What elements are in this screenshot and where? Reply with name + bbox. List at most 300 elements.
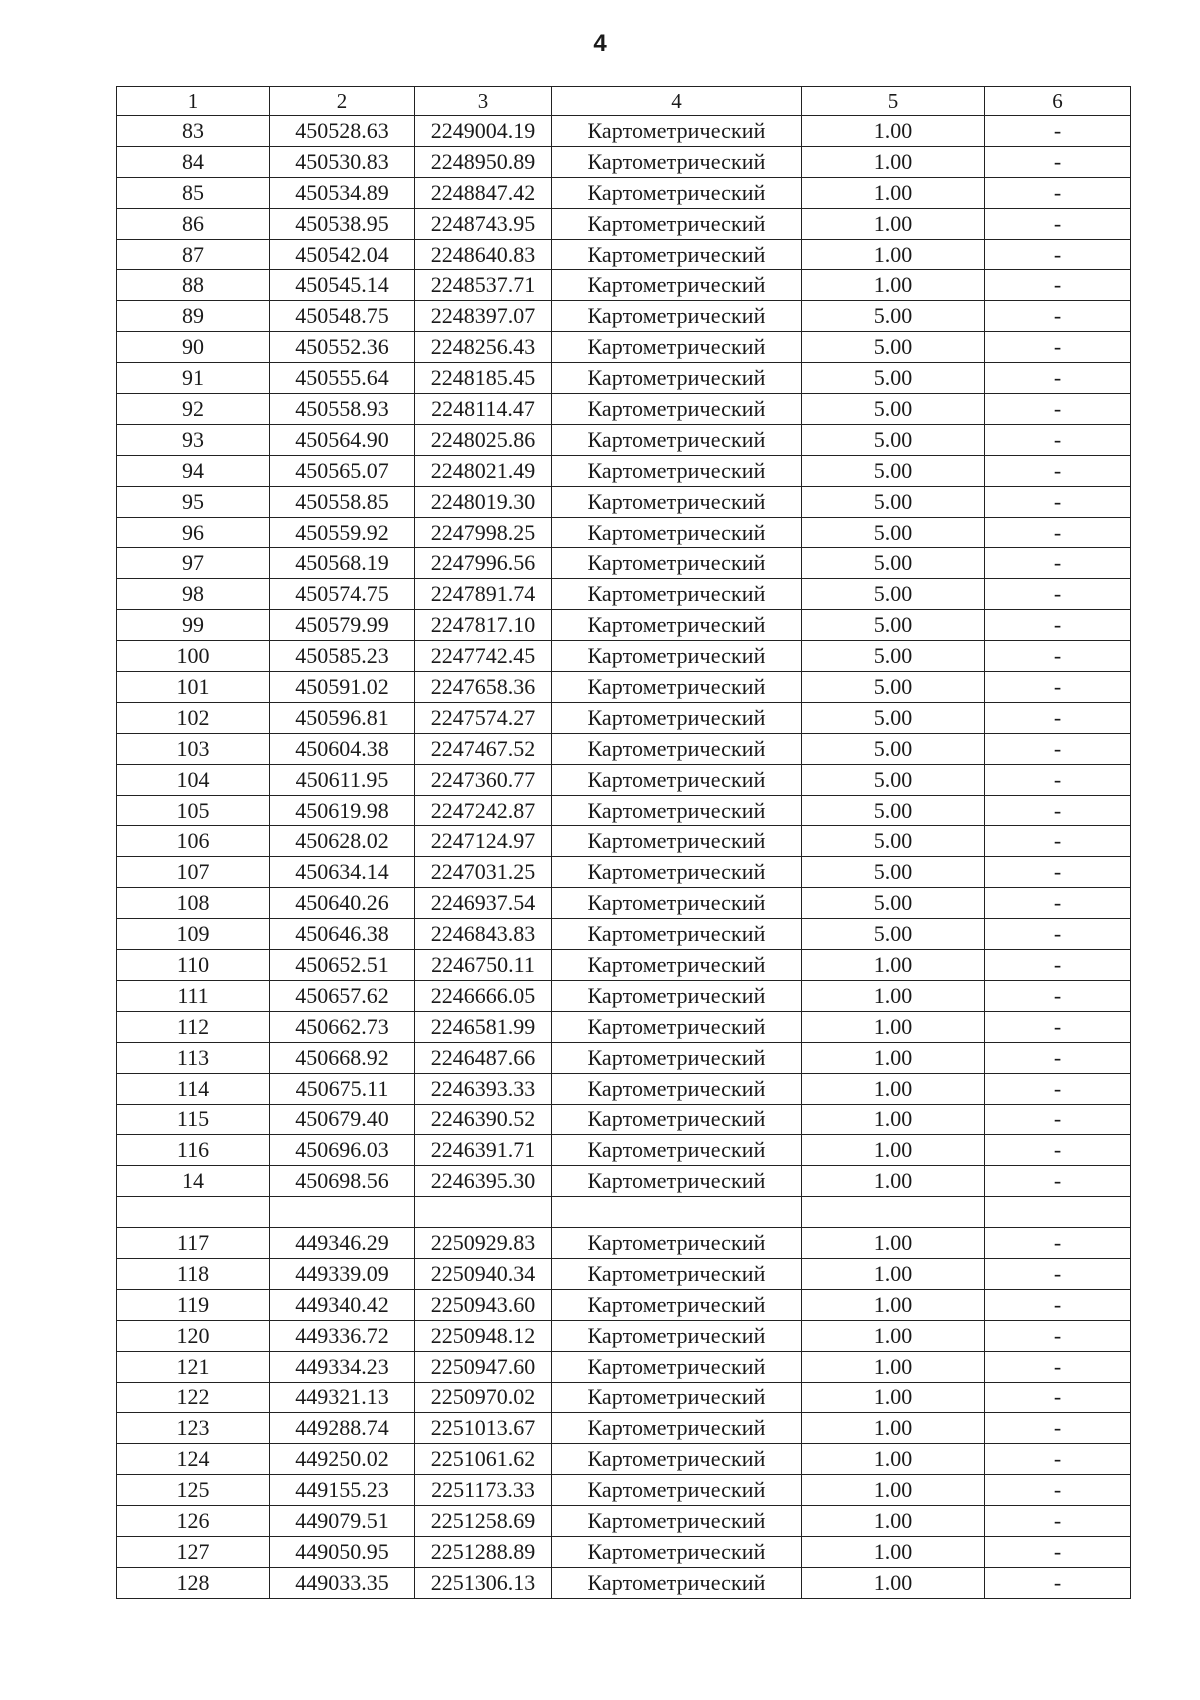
method-cell: Картометрический (552, 486, 802, 517)
y-coordinate-cell: 2246666.05 (415, 980, 552, 1011)
accuracy-cell: 1.00 (802, 1166, 985, 1197)
y-coordinate-cell: 2251258.69 (415, 1506, 552, 1537)
point-number-cell: 116 (117, 1135, 270, 1166)
y-coordinate-cell: 2251013.67 (415, 1413, 552, 1444)
description-cell: - (985, 1320, 1131, 1351)
column-header: 2 (270, 87, 415, 116)
method-cell: Картометрический (552, 455, 802, 486)
method-cell: Картометрический (552, 332, 802, 363)
table-row (117, 702, 1131, 733)
description-cell: - (985, 394, 1131, 425)
accuracy-cell: 1.00 (802, 1444, 985, 1475)
table-row (117, 332, 1131, 363)
table-row (117, 177, 1131, 208)
description-cell: - (985, 1042, 1131, 1073)
description-cell: - (985, 116, 1131, 147)
description-cell: - (985, 764, 1131, 795)
point-number-cell: 115 (117, 1104, 270, 1135)
y-coordinate-cell: 2247124.97 (415, 826, 552, 857)
point-number-cell: 125 (117, 1475, 270, 1506)
description-cell: - (985, 919, 1131, 950)
description-cell: - (985, 795, 1131, 826)
description-cell: - (985, 1475, 1131, 1506)
method-cell: Картометрический (552, 1042, 802, 1073)
x-coordinate-cell: 450634.14 (270, 857, 415, 888)
table-row (117, 733, 1131, 764)
description-cell: - (985, 1382, 1131, 1413)
accuracy-cell: 5.00 (802, 394, 985, 425)
accuracy-cell: 1.00 (802, 980, 985, 1011)
x-coordinate-cell: 449250.02 (270, 1444, 415, 1475)
x-coordinate-cell: 450542.04 (270, 239, 415, 270)
y-coordinate-cell (415, 1197, 552, 1228)
y-coordinate-cell: 2248025.86 (415, 424, 552, 455)
x-coordinate-cell: 450579.99 (270, 610, 415, 641)
description-cell: - (985, 1135, 1131, 1166)
y-coordinate-cell: 2248950.89 (415, 146, 552, 177)
accuracy-cell: 1.00 (802, 1506, 985, 1537)
table-row (117, 1289, 1131, 1320)
x-coordinate-cell: 450675.11 (270, 1073, 415, 1104)
y-coordinate-cell: 2246937.54 (415, 888, 552, 919)
x-coordinate-cell: 449340.42 (270, 1289, 415, 1320)
table-row (117, 146, 1131, 177)
x-coordinate-cell: 449336.72 (270, 1320, 415, 1351)
method-cell: Картометрический (552, 301, 802, 332)
x-coordinate-cell: 449321.13 (270, 1382, 415, 1413)
accuracy-cell: 5.00 (802, 455, 985, 486)
point-number-cell: 126 (117, 1506, 270, 1537)
table-row (117, 301, 1131, 332)
table-row (117, 486, 1131, 517)
y-coordinate-cell: 2248397.07 (415, 301, 552, 332)
x-coordinate-cell: 450657.62 (270, 980, 415, 1011)
accuracy-cell: 5.00 (802, 702, 985, 733)
method-cell: Картометрический (552, 363, 802, 394)
method-cell: Картометрический (552, 1289, 802, 1320)
y-coordinate-cell: 2247891.74 (415, 579, 552, 610)
y-coordinate-cell: 2246487.66 (415, 1042, 552, 1073)
method-cell: Картометрический (552, 394, 802, 425)
accuracy-cell: 1.00 (802, 116, 985, 147)
accuracy-cell: 1.00 (802, 1536, 985, 1567)
x-coordinate-cell: 449050.95 (270, 1536, 415, 1567)
point-number-cell: 120 (117, 1320, 270, 1351)
x-coordinate-cell: 450611.95 (270, 764, 415, 795)
x-coordinate-cell: 450640.26 (270, 888, 415, 919)
description-cell: - (985, 641, 1131, 672)
method-cell: Картометрический (552, 980, 802, 1011)
accuracy-cell: 1.00 (802, 1228, 985, 1259)
y-coordinate-cell: 2246395.30 (415, 1166, 552, 1197)
table-row (117, 672, 1131, 703)
y-coordinate-cell: 2250948.12 (415, 1320, 552, 1351)
point-number-cell: 121 (117, 1351, 270, 1382)
method-cell: Картометрический (552, 950, 802, 981)
y-coordinate-cell: 2248256.43 (415, 332, 552, 363)
method-cell: Картометрический (552, 548, 802, 579)
column-header: 6 (985, 87, 1131, 116)
x-coordinate-cell: 450574.75 (270, 579, 415, 610)
x-coordinate-cell: 449079.51 (270, 1506, 415, 1537)
y-coordinate-cell: 2247998.25 (415, 517, 552, 548)
description-cell: - (985, 424, 1131, 455)
table-row (117, 208, 1131, 239)
table-row (117, 579, 1131, 610)
method-cell: Картометрический (552, 857, 802, 888)
description-cell: - (985, 1536, 1131, 1567)
table-row (117, 1475, 1131, 1506)
point-number-cell: 128 (117, 1567, 270, 1598)
method-cell: Картометрический (552, 826, 802, 857)
y-coordinate-cell: 2246843.83 (415, 919, 552, 950)
point-number-cell: 113 (117, 1042, 270, 1073)
point-number-cell: 99 (117, 610, 270, 641)
x-coordinate-cell: 450585.23 (270, 641, 415, 672)
method-cell: Картометрический (552, 177, 802, 208)
method-cell: Картометрический (552, 733, 802, 764)
x-coordinate-cell: 450696.03 (270, 1135, 415, 1166)
x-coordinate-cell: 449155.23 (270, 1475, 415, 1506)
accuracy-cell: 1.00 (802, 1567, 985, 1598)
method-cell: Картометрический (552, 1228, 802, 1259)
column-header: 1 (117, 87, 270, 116)
description-cell: - (985, 1289, 1131, 1320)
description-cell: - (985, 486, 1131, 517)
table-row (117, 363, 1131, 394)
method-cell: Картометрический (552, 1073, 802, 1104)
y-coordinate-cell: 2248021.49 (415, 455, 552, 486)
y-coordinate-cell: 2247467.52 (415, 733, 552, 764)
description-cell: - (985, 301, 1131, 332)
x-coordinate-cell: 449288.74 (270, 1413, 415, 1444)
x-coordinate-cell: 449334.23 (270, 1351, 415, 1382)
accuracy-cell: 5.00 (802, 919, 985, 950)
table-row (117, 1258, 1131, 1289)
method-cell: Картометрический (552, 1351, 802, 1382)
y-coordinate-cell: 2247658.36 (415, 672, 552, 703)
method-cell: Картометрический (552, 1135, 802, 1166)
method-cell: Картометрический (552, 610, 802, 641)
x-coordinate-cell: 450534.89 (270, 177, 415, 208)
accuracy-cell: 1.00 (802, 1289, 985, 1320)
accuracy-cell: 1.00 (802, 1135, 985, 1166)
x-coordinate-cell (270, 1197, 415, 1228)
description-cell: - (985, 1073, 1131, 1104)
table-row (117, 1413, 1131, 1444)
method-cell: Картометрический (552, 116, 802, 147)
table-row (117, 239, 1131, 270)
method-cell: Картометрический (552, 1258, 802, 1289)
method-cell: Картометрический (552, 641, 802, 672)
point-number-cell: 98 (117, 579, 270, 610)
x-coordinate-cell: 450662.73 (270, 1011, 415, 1042)
table-row (117, 764, 1131, 795)
accuracy-cell: 5.00 (802, 764, 985, 795)
point-number-cell: 117 (117, 1228, 270, 1259)
y-coordinate-cell: 2247996.56 (415, 548, 552, 579)
y-coordinate-cell: 2248847.42 (415, 177, 552, 208)
accuracy-cell: 1.00 (802, 1320, 985, 1351)
table-row (117, 116, 1131, 147)
table-row (117, 1320, 1131, 1351)
table-row (117, 1567, 1131, 1598)
point-number-cell: 127 (117, 1536, 270, 1567)
description-cell: - (985, 980, 1131, 1011)
column-header: 3 (415, 87, 552, 116)
point-number-cell: 94 (117, 455, 270, 486)
method-cell: Картометрический (552, 1444, 802, 1475)
accuracy-cell: 5.00 (802, 795, 985, 826)
point-number-cell: 112 (117, 1011, 270, 1042)
method-cell: Картометрический (552, 1011, 802, 1042)
y-coordinate-cell: 2251061.62 (415, 1444, 552, 1475)
x-coordinate-cell: 450668.92 (270, 1042, 415, 1073)
method-cell: Картометрический (552, 270, 802, 301)
point-number-cell: 104 (117, 764, 270, 795)
x-coordinate-cell: 450552.36 (270, 332, 415, 363)
y-coordinate-cell: 2247031.25 (415, 857, 552, 888)
point-number-cell: 107 (117, 857, 270, 888)
method-cell: Картометрический (552, 424, 802, 455)
table-row (117, 950, 1131, 981)
column-header: 4 (552, 87, 802, 116)
method-cell: Картометрический (552, 1104, 802, 1135)
method-cell: Картометрический (552, 579, 802, 610)
accuracy-cell: 1.00 (802, 1475, 985, 1506)
x-coordinate-cell: 450530.83 (270, 146, 415, 177)
accuracy-cell: 5.00 (802, 672, 985, 703)
accuracy-cell: 1.00 (802, 208, 985, 239)
y-coordinate-cell: 2248537.71 (415, 270, 552, 301)
table-row (117, 1228, 1131, 1259)
description-cell: - (985, 579, 1131, 610)
x-coordinate-cell: 450646.38 (270, 919, 415, 950)
description-cell: - (985, 455, 1131, 486)
method-cell: Картометрический (552, 1567, 802, 1598)
description-cell: - (985, 733, 1131, 764)
point-number-cell: 109 (117, 919, 270, 950)
accuracy-cell: 5.00 (802, 733, 985, 764)
point-number-cell: 89 (117, 301, 270, 332)
y-coordinate-cell: 2248743.95 (415, 208, 552, 239)
point-number-cell: 101 (117, 672, 270, 703)
y-coordinate-cell: 2247574.27 (415, 702, 552, 733)
description-cell: - (985, 270, 1131, 301)
x-coordinate-cell: 450652.51 (270, 950, 415, 981)
accuracy-cell: 1.00 (802, 1104, 985, 1135)
point-number-cell: 122 (117, 1382, 270, 1413)
point-number-cell: 14 (117, 1166, 270, 1197)
x-coordinate-cell: 450545.14 (270, 270, 415, 301)
point-number-cell: 92 (117, 394, 270, 425)
x-coordinate-cell: 450558.93 (270, 394, 415, 425)
x-coordinate-cell: 450604.38 (270, 733, 415, 764)
description-cell: - (985, 177, 1131, 208)
table-row (117, 610, 1131, 641)
table-row (117, 919, 1131, 950)
x-coordinate-cell: 450559.92 (270, 517, 415, 548)
table-body (117, 87, 1131, 1599)
accuracy-cell: 1.00 (802, 177, 985, 208)
x-coordinate-cell: 450558.85 (270, 486, 415, 517)
description-cell: - (985, 548, 1131, 579)
table-row (117, 424, 1131, 455)
method-cell: Картометрический (552, 1536, 802, 1567)
accuracy-cell: 1.00 (802, 1042, 985, 1073)
y-coordinate-cell: 2247242.87 (415, 795, 552, 826)
point-number-cell: 103 (117, 733, 270, 764)
x-coordinate-cell: 450568.19 (270, 548, 415, 579)
method-cell: Картометрический (552, 1506, 802, 1537)
table-row (117, 1444, 1131, 1475)
column-header: 5 (802, 87, 985, 116)
x-coordinate-cell: 450538.95 (270, 208, 415, 239)
y-coordinate-cell: 2248185.45 (415, 363, 552, 394)
method-cell: Картометрический (552, 517, 802, 548)
description-cell: - (985, 702, 1131, 733)
description-cell: - (985, 888, 1131, 919)
accuracy-cell: 1.00 (802, 1413, 985, 1444)
method-cell: Картометрический (552, 208, 802, 239)
y-coordinate-cell: 2251173.33 (415, 1475, 552, 1506)
point-number-cell: 95 (117, 486, 270, 517)
description-cell: - (985, 332, 1131, 363)
x-coordinate-cell: 450619.98 (270, 795, 415, 826)
point-number-cell: 118 (117, 1258, 270, 1289)
point-number-cell: 93 (117, 424, 270, 455)
x-coordinate-cell: 450565.07 (270, 455, 415, 486)
table-row (117, 795, 1131, 826)
accuracy-cell: 5.00 (802, 579, 985, 610)
point-number-cell: 86 (117, 208, 270, 239)
y-coordinate-cell: 2248640.83 (415, 239, 552, 270)
accuracy-cell: 5.00 (802, 548, 985, 579)
x-coordinate-cell: 450596.81 (270, 702, 415, 733)
point-number-cell: 91 (117, 363, 270, 394)
description-cell: - (985, 1444, 1131, 1475)
y-coordinate-cell: 2250940.34 (415, 1258, 552, 1289)
accuracy-cell: 5.00 (802, 826, 985, 857)
description-cell: - (985, 950, 1131, 981)
method-cell: Картометрический (552, 702, 802, 733)
point-number-cell: 100 (117, 641, 270, 672)
point-number-cell: 83 (117, 116, 270, 147)
table-row (117, 826, 1131, 857)
y-coordinate-cell: 2248114.47 (415, 394, 552, 425)
y-coordinate-cell: 2247360.77 (415, 764, 552, 795)
table-row (117, 548, 1131, 579)
method-cell: Картометрический (552, 1475, 802, 1506)
x-coordinate-cell: 450698.56 (270, 1166, 415, 1197)
point-number-cell: 88 (117, 270, 270, 301)
description-cell: - (985, 1258, 1131, 1289)
table-header-row (117, 87, 1131, 116)
y-coordinate-cell: 2246390.52 (415, 1104, 552, 1135)
accuracy-cell: 1.00 (802, 1073, 985, 1104)
accuracy-cell: 1.00 (802, 146, 985, 177)
table-row (117, 1135, 1131, 1166)
point-number-cell: 90 (117, 332, 270, 363)
x-coordinate-cell: 450564.90 (270, 424, 415, 455)
x-coordinate-cell: 449033.35 (270, 1567, 415, 1598)
point-number-cell: 105 (117, 795, 270, 826)
accuracy-cell: 1.00 (802, 270, 985, 301)
y-coordinate-cell: 2247817.10 (415, 610, 552, 641)
accuracy-cell: 1.00 (802, 1011, 985, 1042)
description-cell: - (985, 1567, 1131, 1598)
y-coordinate-cell: 2246393.33 (415, 1073, 552, 1104)
x-coordinate-cell: 450555.64 (270, 363, 415, 394)
table-row (117, 1197, 1131, 1228)
point-number-cell: 124 (117, 1444, 270, 1475)
accuracy-cell: 5.00 (802, 888, 985, 919)
y-coordinate-cell: 2246750.11 (415, 950, 552, 981)
description-cell (985, 1197, 1131, 1228)
table-row (117, 1073, 1131, 1104)
method-cell: Картометрический (552, 919, 802, 950)
method-cell: Картометрический (552, 1382, 802, 1413)
page-number: 4 (593, 30, 607, 57)
description-cell: - (985, 1506, 1131, 1537)
method-cell: Картометрический (552, 764, 802, 795)
point-number-cell: 111 (117, 980, 270, 1011)
method-cell: Картометрический (552, 1413, 802, 1444)
table-row (117, 1104, 1131, 1135)
x-coordinate-cell: 450679.40 (270, 1104, 415, 1135)
table-row (117, 455, 1131, 486)
table-row (117, 1042, 1131, 1073)
description-cell: - (985, 146, 1131, 177)
table-row (117, 888, 1131, 919)
accuracy-cell: 5.00 (802, 363, 985, 394)
table-row (117, 1506, 1131, 1537)
x-coordinate-cell: 449339.09 (270, 1258, 415, 1289)
point-number-cell: 85 (117, 177, 270, 208)
description-cell: - (985, 826, 1131, 857)
table-row (117, 1351, 1131, 1382)
point-number-cell (117, 1197, 270, 1228)
description-cell: - (985, 1104, 1131, 1135)
description-cell: - (985, 1413, 1131, 1444)
point-number-cell: 106 (117, 826, 270, 857)
point-number-cell: 123 (117, 1413, 270, 1444)
accuracy-cell: 1.00 (802, 1258, 985, 1289)
point-number-cell: 114 (117, 1073, 270, 1104)
y-coordinate-cell: 2246581.99 (415, 1011, 552, 1042)
x-coordinate-cell: 450528.63 (270, 116, 415, 147)
y-coordinate-cell: 2250943.60 (415, 1289, 552, 1320)
y-coordinate-cell: 2249004.19 (415, 116, 552, 147)
method-cell (552, 1197, 802, 1228)
y-coordinate-cell: 2251288.89 (415, 1536, 552, 1567)
point-number-cell: 119 (117, 1289, 270, 1320)
method-cell: Картометрический (552, 1320, 802, 1351)
table-row (117, 270, 1131, 301)
point-number-cell: 84 (117, 146, 270, 177)
table-row (117, 1166, 1131, 1197)
table-row (117, 1536, 1131, 1567)
description-cell: - (985, 517, 1131, 548)
x-coordinate-cell: 449346.29 (270, 1228, 415, 1259)
description-cell: - (985, 1228, 1131, 1259)
coordinates-table (116, 86, 1131, 1599)
description-cell: - (985, 208, 1131, 239)
accuracy-cell: 5.00 (802, 301, 985, 332)
description-cell: - (985, 610, 1131, 641)
point-number-cell: 110 (117, 950, 270, 981)
table-row (117, 394, 1131, 425)
